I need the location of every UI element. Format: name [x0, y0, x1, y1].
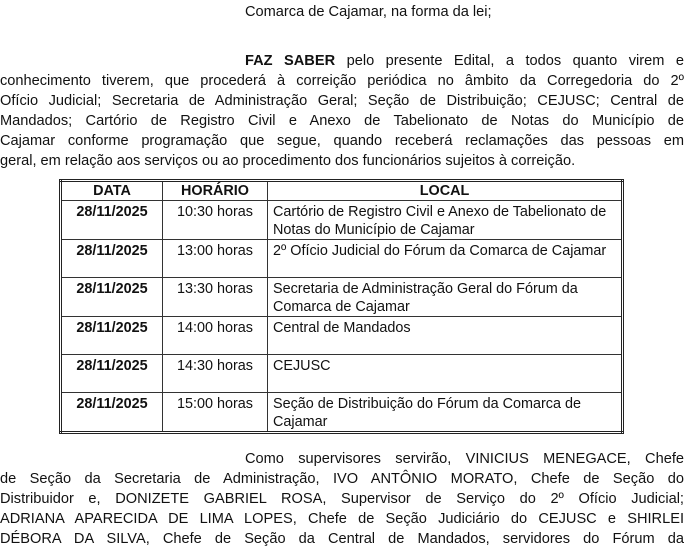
header-local: LOCAL	[268, 181, 623, 201]
supervisors-line-3: Distribuidor e, DONIZETE GABRIEL ROSA, Supervisor de Serviço do 2º Ofício Judicial;	[0, 491, 684, 507]
supervisors-line-4: ADRIANA APARECIDA DE LIMA LOPES, Chefe de Seção Judiciário do CEJUSC e SHIRLEI	[0, 511, 684, 527]
notice-line-3: Ofício Judicial; Secretaria de Administração Geral; Seção de Distribuição; CEJUSC; Central de	[0, 93, 684, 109]
header-time: HORÁRIO	[163, 181, 268, 201]
table-row	[61, 317, 623, 355]
row-local: Central de Mandados	[268, 317, 623, 355]
row-time: 13:30 horas	[163, 278, 268, 317]
row-local: Secretaria de Administração Geral do Fórum da Comarca de Cajamar	[268, 278, 623, 317]
header-fragment: Comarca de Cajamar, na forma da lei;	[245, 4, 492, 20]
notice-line-1: FAZ SABER pelo presente Edital, a todos quanto virem e	[245, 53, 685, 69]
header-date: DATA	[61, 181, 163, 201]
row-time: 14:00 horas	[163, 317, 268, 355]
notice-paragraph	[0, 51, 684, 171]
row-date: 28/11/2025	[61, 317, 163, 355]
table-row	[61, 355, 623, 393]
supervisors-line-2: de Seção da Secretaria de Administração, IVO ANTÔNIO MORATO, Chefe de Seção do	[0, 471, 684, 487]
row-date: 28/11/2025	[61, 278, 163, 317]
row-date: 28/11/2025	[61, 393, 163, 433]
row-time: 10:30 horas	[163, 201, 268, 240]
row-date: 28/11/2025	[61, 240, 163, 278]
row-date: 28/11/2025	[61, 355, 163, 393]
table-row	[61, 240, 623, 278]
row-local: 2º Ofício Judicial do Fórum da Comarca de Cajamar	[268, 240, 623, 278]
notice-line-6: geral, em relação aos serviços ou ao procedimento dos funcionários sujeitos à correição.	[0, 153, 576, 169]
notice-line-5: Cajamar conforme programação que segue, quando receberá reclamações das pessoas em	[0, 133, 684, 149]
notice-line-4: Mandados; Cartório de Registro Civil e Anexo de Tabelionato de Notas do Município de	[0, 113, 684, 129]
schedule-table	[59, 179, 624, 434]
row-time: 14:30 horas	[163, 355, 268, 393]
row-local: Seção de Distribuição do Fórum da Comarca de Cajamar	[268, 393, 623, 433]
notice-line-2: conhecimento tiverem, que procederá à correição periódica no âmbito da Corregedoria do 2º	[0, 73, 684, 89]
supervisors-line-5: DÉBORA DA SILVA, Chefe de Seção da Central de Mandados, servidores do Fórum da	[0, 531, 684, 547]
row-time: 13:00 horas	[163, 240, 268, 278]
row-time: 15:00 horas	[163, 393, 268, 433]
supervisors-line-1: Como supervisores servirão, VINICIUS MENEGACE, Chefe	[245, 451, 684, 467]
table-row	[61, 278, 623, 317]
table-row	[61, 201, 623, 240]
supervisors-paragraph	[0, 449, 684, 549]
table-row	[61, 393, 623, 433]
schedule-header-row	[61, 181, 623, 201]
row-local: Cartório de Registro Civil e Anexo de Tabelionato de Notas do Município de Cajamar	[268, 201, 623, 240]
notice-lead: FAZ SABER	[245, 53, 336, 69]
row-date: 28/11/2025	[61, 201, 163, 240]
row-local: CEJUSC	[268, 355, 623, 393]
